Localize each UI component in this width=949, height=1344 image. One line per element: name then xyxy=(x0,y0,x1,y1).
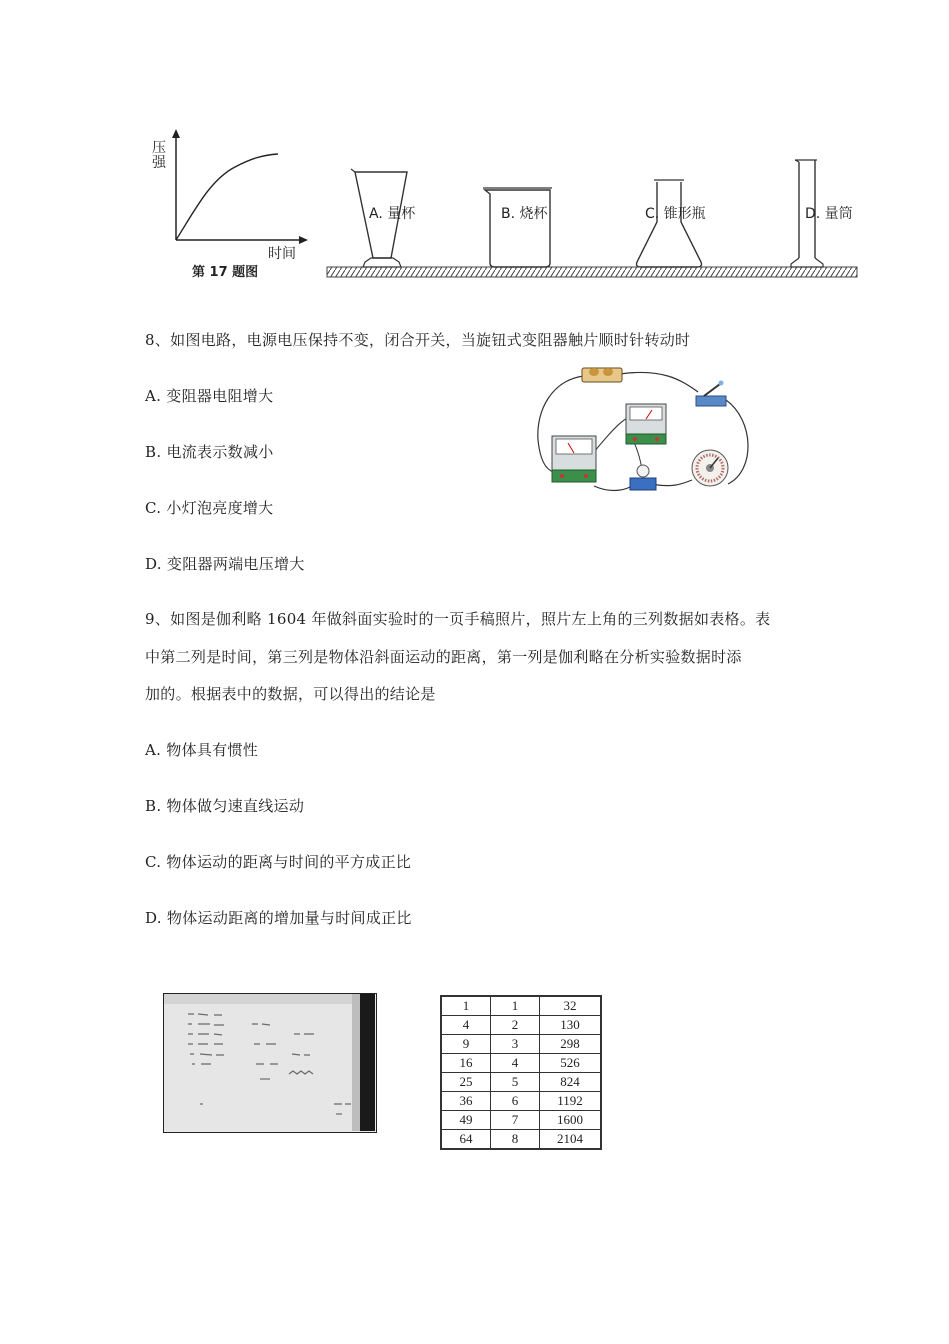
galileo-data-table-container xyxy=(440,995,602,1150)
table-row xyxy=(441,1130,601,1150)
wire-top xyxy=(620,372,698,392)
lab-bench xyxy=(327,267,857,277)
voltmeter-icon xyxy=(626,404,666,444)
lamp-icon xyxy=(630,465,656,490)
circuit-diagram xyxy=(532,360,764,500)
table-cell: 824 xyxy=(540,1073,602,1092)
galileo-data-table xyxy=(440,995,602,1150)
table-row xyxy=(441,996,601,1016)
pressure-curve xyxy=(176,154,278,240)
table-row xyxy=(441,1092,601,1111)
q9-stem-line-3: 加的。根据表中的数据，可以得出的结论是 xyxy=(145,685,436,703)
vessel-label-b: B. 烧杯 xyxy=(501,206,548,222)
circuit-svg xyxy=(532,360,764,500)
q9-option-b: B. 物体做匀速直线运动 xyxy=(145,797,305,815)
table-cell: 16 xyxy=(441,1054,491,1073)
table-cell: 2104 xyxy=(540,1130,602,1150)
q9-stem-line-2: 中第二列是时间，第三列是物体沿斜面运动的距离，第一列是伽利略在分析实验数据时添 xyxy=(145,648,742,666)
table-row xyxy=(441,1035,601,1054)
table-cell: 6 xyxy=(491,1092,540,1111)
table-row xyxy=(441,1073,601,1092)
q8-option-d: D. 变阻器两端电压增大 xyxy=(145,555,305,573)
table-cell: 130 xyxy=(540,1016,602,1035)
table-cell: 1 xyxy=(441,996,491,1016)
wire-bottom-right xyxy=(652,480,692,486)
figure-caption: 第 17 题图 xyxy=(192,265,259,280)
pressure-time-graph xyxy=(150,125,320,285)
q8-option-b: B. 电流表示数减小 xyxy=(145,443,274,461)
y-axis-label: 压强 xyxy=(152,140,166,171)
q9-option-a: A. 物体具有惯性 xyxy=(145,741,259,759)
table-cell: 4 xyxy=(441,1016,491,1035)
table-cell: 526 xyxy=(540,1054,602,1073)
table-cell: 5 xyxy=(491,1073,540,1092)
table-cell: 9 xyxy=(441,1035,491,1054)
vessel-label-a: A. 量杯 xyxy=(369,206,416,222)
q8-stem: 8、如图电路，电源电压保持不变，闭合开关，当旋钮式变阻器触片顺时针转动时 xyxy=(145,331,691,349)
q8-option-c: C. 小灯泡亮度增大 xyxy=(145,499,274,517)
q9-option-d: D. 物体运动距离的增加量与时间成正比 xyxy=(145,909,412,927)
table-row xyxy=(441,1016,601,1035)
ammeter-icon xyxy=(552,436,596,482)
table-cell: 8 xyxy=(491,1130,540,1150)
table-cell: 64 xyxy=(441,1130,491,1150)
beaker-icon xyxy=(483,188,552,267)
table-row xyxy=(441,1111,601,1130)
table-cell: 7 xyxy=(491,1111,540,1130)
rotary-rheostat-icon xyxy=(692,450,728,486)
table-cell: 3 xyxy=(491,1035,540,1054)
wire-bottom-left xyxy=(594,484,634,490)
manuscript-svg xyxy=(164,994,375,1131)
table-cell: 2 xyxy=(491,1016,540,1035)
table-cell: 32 xyxy=(540,996,602,1016)
y-axis-arrow xyxy=(172,129,180,138)
table-cell: 49 xyxy=(441,1111,491,1130)
table-cell: 1 xyxy=(491,996,540,1016)
x-axis-arrow xyxy=(299,236,308,244)
vessels-figure xyxy=(325,150,865,285)
table-cell: 298 xyxy=(540,1035,602,1054)
vessel-label-c: C. 锥形瓶 xyxy=(645,206,706,222)
galileo-manuscript-photo xyxy=(163,993,377,1133)
table-row xyxy=(441,1054,601,1073)
x-axis-label: 时间 xyxy=(268,246,296,262)
switch-icon xyxy=(696,381,726,407)
battery-icon xyxy=(582,368,622,382)
table-cell: 36 xyxy=(441,1092,491,1111)
vessel-label-d: D. 量筒 xyxy=(805,206,853,222)
wire-mid xyxy=(594,418,628,452)
wire-right xyxy=(726,400,748,484)
conical-flask-icon xyxy=(637,180,702,267)
table-cell: 25 xyxy=(441,1073,491,1092)
table-cell: 4 xyxy=(491,1054,540,1073)
q9-option-c: C. 物体运动的距离与时间的平方成正比 xyxy=(145,853,412,871)
q9-stem-line-1: 9、如图是伽利略 1604 年做斜面实验时的一页手稿照片，照片左上角的三列数据如表格。表 xyxy=(145,610,771,628)
q8-option-a: A. 变阻器电阻增大 xyxy=(145,387,274,405)
table-cell: 1192 xyxy=(540,1092,602,1111)
table-cell: 1600 xyxy=(540,1111,602,1130)
